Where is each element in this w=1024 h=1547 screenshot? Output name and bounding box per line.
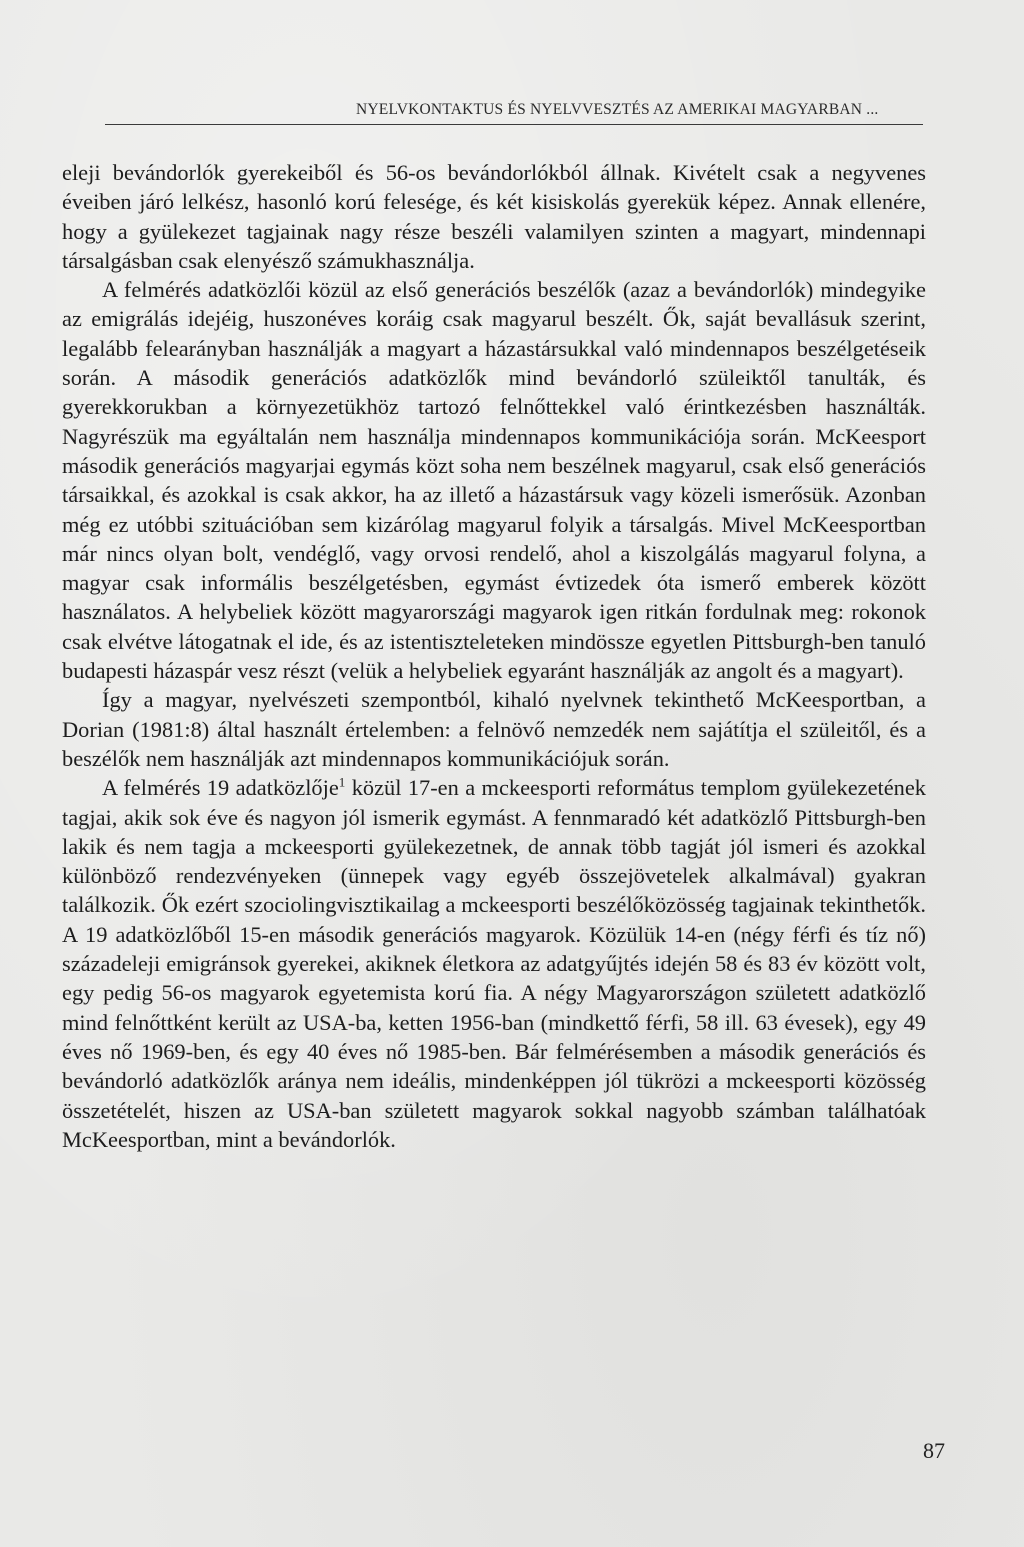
- paragraph-with-footnote: [62, 773, 926, 1154]
- running-head: NYELVKONTAKTUS ÉS NYELVVESZTÉS AZ AMERIKAI MAGYARBAN ...: [356, 101, 879, 118]
- paragraph-text: közül 17-en a mckeesporti református templom gyülekezetének tagjai, akik sok éve és nagyon jól ismerik egymást. A fennmaradó két adatközlő Pittsburgh-ben lakik és nem tagja a mckeesporti gyülekezetnek, de annak több tagját jól ismeri és azokkal különböző rendezvényeken (ünnepek vagy egyéb összejövetelek alkalmával) gyakran találkozik. Ők ezért szociolingvisztikailag a mckeesporti beszélőközösség tagjainak tekinthetők. A 19 adatközlőből 15-en második generációs magyarok. Közülük 14-en (négy férfi és tíz nő) századeleji emigránsok gyerekei, akiknek életkora az adatgyűjtés idején 58 és 83 év között volt, egy pedig 56-os magyarok egyetemista korú fia. A négy Magyarországon született adatközlő mind felnőttként került az USA-ba, ketten 1956-ban (mindkettő férfi, 58 ill. 63 évesek), egy 49 éves nő 1969-ben, és egy 40 éves nő 1985-ben. Bár felmérésemben a második generációs és bevándorló adatközlők aránya nem ideális, mindenképpen jól tükrözi a mckeesporti közösség összetételét, hiszen az USA-ban született magyarok sokkal nagyobb számban találhatóak McKeesportban, mint a bevándorlók.: [62, 775, 927, 1152]
- paragraph: Így a magyar, nyelvészeti szempontból, kihaló nyelvnek tekinthető McKeesportban, a Dorian (1981:8) által használt értelemben: a felnövő nemzedék nem sajátítja el szüleitől, és a beszélők nem használják azt mindennapos kommunikációjuk során.: [62, 687, 926, 771]
- page-number: 87: [923, 1438, 945, 1463]
- paragraph-continued: eleji bevándorlók gyerekeiből és 56-os bevándorlókból állnak. Kivételt csak a negyvenes éveiben járó lelkész, hasonló korú felesége, és két kisiskolás gyerekük képez. Annak ellenére, hogy a gyülekezet tagjainak nagy része beszéli valamilyen szinten a magyart, mindennapi társalgásban csak elenyésző számukhasználja.: [62, 160, 926, 273]
- header-rule: [105, 124, 923, 125]
- paragraph-text: A felmérés 19 adatközlője: [102, 775, 339, 801]
- body-text: [62, 158, 926, 1154]
- paragraph: A felmérés adatközlői közül az első generációs beszélők (azaz a bevándorlók) mindegyike az emigrálás idejéig, huszonéves koráig csak magyarul beszélt. Ők, saját bevallásuk szerint, legalább felearányban használják a magyart a házastársukkal való mindennapos beszélgetéseik során. A második generációs adatközlők mind bevándorló szüleiktől tanulták, és gyerekkorukban a környezetükhöz tartozó felnőttekkel való érintkezésben használták. Nagyrészük ma egyáltalán nem használja mindennapos kommunikációja során. McKeesport második generációs magyarjai egymás közt soha nem beszélnek magyarul, csak első generációs társaikkal, és azokkal is csak akkor, ha az illető a házastársuk vagy közeli ismerősük. Azonban még ez utóbbi szituációban sem kizárólag magyarul folyik a társalgás. Mivel McKeesportban már nincs olyan bolt, vendéglő, vagy orvosi rendelő, ahol a kiszolgálás magyarul folyna, a magyar csak informális beszélgetésben, egymást évtizedek óta ismerő emberek között használatos. A helybeliek között magyarországi magyarok igen ritkán fordulnak meg: rokonok csak elvétve látogatnak el ide, és az istentiszteleteken mindössze egyetlen Pittsburgh-ben tanuló budapesti házaspár vesz részt (velük a helybeliek egyaránt használják az angolt és a magyart).: [62, 277, 926, 684]
- footnote-marker[interactable]: 1: [338, 774, 346, 790]
